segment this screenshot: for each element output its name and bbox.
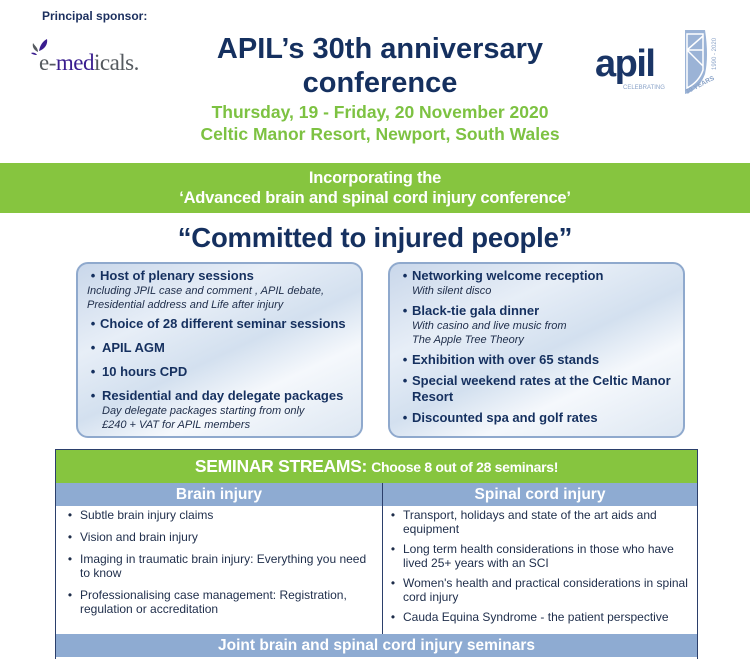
feature-item: • Discounted spa and golf rates <box>398 410 675 426</box>
feature-item: • Exhibition with over 65 stands <box>398 352 675 368</box>
bullet-icon: • <box>402 410 408 425</box>
principal-sponsor-label: Principal sponsor: <box>42 9 148 23</box>
list-item: • Transport, holidays and state of the art aids and equipment <box>383 508 697 536</box>
spinal-cord-injury-list <box>383 506 697 634</box>
bullet-icon: • <box>67 530 73 544</box>
bullet-icon: • <box>402 303 408 318</box>
apil-30-years-text: 30 YEARS <box>684 74 716 96</box>
logo-mid: med <box>55 50 94 75</box>
bullet-icon: • <box>390 508 396 522</box>
banner-line-2: ‘Advanced brain and spinal cord injury conference’ <box>179 189 571 207</box>
feature-item: • Choice of 28 different seminar sessions <box>86 316 353 332</box>
bullet-icon: • <box>90 388 96 403</box>
conference-title <box>180 32 580 100</box>
bullet-icon: • <box>390 542 396 556</box>
seminar-streams-subtitle: Choose 8 out of 28 seminars! <box>371 459 559 475</box>
feature-item: • Special weekend rates at the Celtic Manor Resort <box>398 373 675 405</box>
conference-dates: Thursday, 19 - Friday, 20 November 2020 <box>211 102 549 122</box>
apil-30-years-logo <box>595 26 725 96</box>
seminar-lists <box>56 506 697 634</box>
feature-item: • Host of plenary sessions Including JPIL case and comment , APIL debate, Presidential address and Life after injury <box>86 268 353 312</box>
feature-item: • Residential and day delegate packages Day delegate packages starting from only £240 + VAT for APIL members <box>86 388 353 432</box>
seminar-streams-table <box>55 449 698 659</box>
feature-item: • Networking welcome reception With silent disco <box>398 268 675 298</box>
tagline: “Committed to injured people” <box>177 222 573 253</box>
logo-suffix: icals. <box>93 50 139 75</box>
bullet-icon: • <box>402 352 408 367</box>
feature-subtext: Day delegate packages starting from only £240 + VAT for APIL members <box>102 405 305 431</box>
bullet-icon: • <box>90 364 96 379</box>
bullet-icon: • <box>67 588 73 602</box>
title-line-2: conference <box>302 67 458 99</box>
feature-subtext: Including JPIL case and comment , APIL debate, Presidential address and Life after injury <box>87 285 325 311</box>
list-item: • Imaging in traumatic brain injury: Everything you need to know <box>56 552 382 580</box>
apil-wordmark: apil <box>595 43 655 85</box>
seminar-streams-header <box>56 450 697 483</box>
bullet-icon: • <box>67 552 73 566</box>
e-medicals-logo <box>28 38 163 75</box>
column-header-spinal-cord-injury: Spinal cord injury <box>474 486 606 503</box>
banner-line-1: Incorporating the <box>308 169 442 187</box>
bullet-icon: • <box>390 576 396 590</box>
brain-injury-list <box>56 506 383 634</box>
apil-year-range: 1990 - 2020 <box>712 37 718 70</box>
feature-subtext: With casino and live music from The Apple Tree Theory <box>412 320 567 346</box>
bullet-icon: • <box>90 340 96 355</box>
bullet-icon: • <box>67 508 73 522</box>
apil-celebrating-text: CELEBRATING <box>623 85 665 91</box>
feature-item: • Black-tie gala dinner With casino and live music from The Apple Tree Theory <box>398 303 675 347</box>
list-item: • Subtle brain injury claims <box>56 508 382 522</box>
features-box-right <box>388 262 685 438</box>
bullet-icon: • <box>90 268 96 283</box>
list-item: • Long term health considerations in those who have lived 25+ years with an SCI <box>383 542 697 570</box>
conference-dates-venue <box>175 101 585 145</box>
list-item: • Professionalising case management: Registration, regulation or accreditation <box>56 588 382 616</box>
list-item: • Vision and brain injury <box>56 530 382 544</box>
column-header-brain-injury: Brain injury <box>56 483 383 506</box>
bullet-icon: • <box>90 316 96 331</box>
bullet-icon: • <box>402 373 408 388</box>
bullet-icon: • <box>390 610 396 624</box>
seminar-column-headers <box>56 483 697 506</box>
incorporating-banner <box>0 163 750 213</box>
bullet-icon: • <box>402 268 408 283</box>
list-item: • Cauda Equina Syndrome - the patient perspective <box>383 610 697 624</box>
conference-venue: Celtic Manor Resort, Newport, South Wales <box>200 124 560 144</box>
features-box-left <box>76 262 363 438</box>
feature-item: • 10 hours CPD <box>86 364 353 380</box>
joint-seminars-heading: Joint brain and spinal cord injury seminars <box>56 634 697 657</box>
list-item: • Women's health and practical considerations in spinal cord injury <box>383 576 697 604</box>
feature-subtext: With silent disco <box>412 285 492 297</box>
feature-item: • APIL AGM <box>86 340 353 356</box>
title-line-1: APIL’s 30th anniversary <box>216 33 544 65</box>
logo-prefix: e- <box>39 50 56 75</box>
seminar-streams-title: SEMINAR STREAMS: <box>194 456 368 476</box>
